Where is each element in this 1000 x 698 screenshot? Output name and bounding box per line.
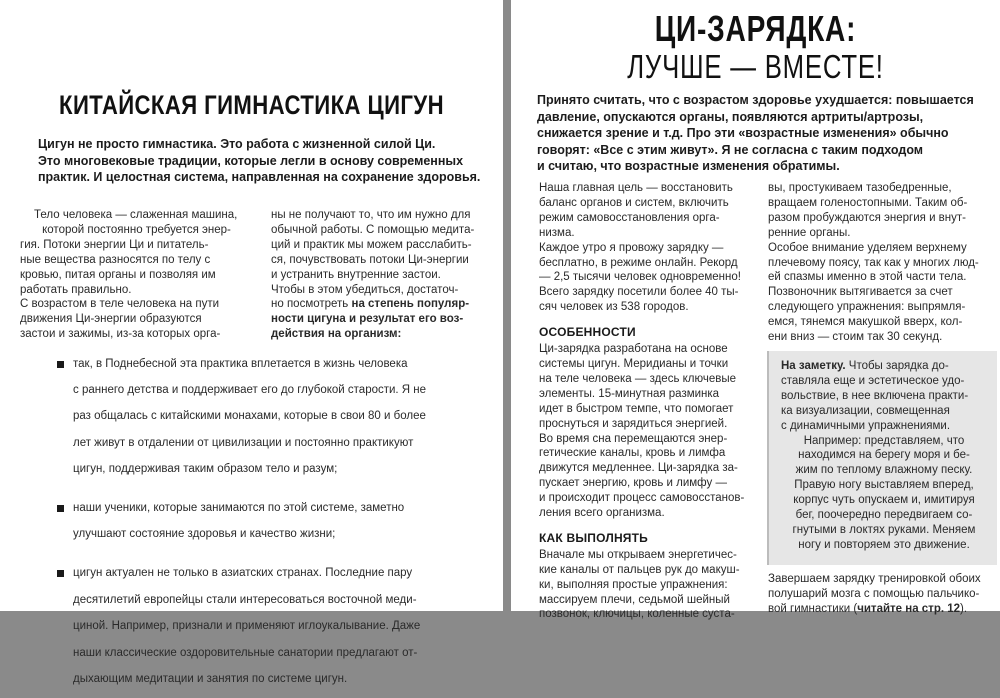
text-line: на теле человека — здесь ключевые — [539, 372, 737, 385]
note-box — [767, 351, 997, 565]
text-line: жим по теплому влажному песку. — [795, 464, 973, 477]
text-line: сяч человек из 538 городов. — [539, 301, 689, 314]
text-line: дыхающим медитации и занятия по системе цигун. — [73, 672, 348, 685]
text-line: ления всего организма. — [539, 507, 665, 520]
text-line: цигун актуален не только в азиатских странах. Последние пару — [73, 567, 413, 580]
text-line: Например: представляем, что — [803, 434, 965, 447]
text-bold: ности цигуна и результат его воз- — [271, 313, 464, 326]
text-line: полушарий мозга с помощью пальчико- — [768, 587, 980, 600]
text-line: плечевому поясу, так как у многих люд- — [768, 256, 979, 269]
text-line: массируем плечи, седьмой шейный — [539, 593, 730, 606]
text-line: которой постоянно требуется энер- — [42, 223, 231, 236]
text-line: Чтобы в этом убедиться, достаточ- — [271, 283, 459, 296]
text-line: Ци-зарядка разработана на основе — [539, 343, 728, 356]
subheading-features: ОСОБЕННОСТИ — [539, 325, 636, 340]
text-line: режим самовосстановления орга- — [539, 211, 720, 224]
text-line: гетические каналы, кровь и лимфа — [539, 447, 726, 460]
text-line: ени вниз — стоим так 30 секунд. — [768, 331, 943, 344]
text-line: Наша главная цель — восстановить — [539, 182, 733, 194]
text-line: баланс органов и систем, включить — [539, 196, 729, 209]
text-line: работать правильно. — [20, 283, 132, 296]
text-line: движения Ци-энергии образуются — [20, 313, 202, 326]
text-line: ренние органы. — [768, 226, 851, 239]
lead-line: Это многовековые традиции, которые легли в основу современных — [38, 153, 464, 168]
text-line: вольствие, в нее включена практи- — [781, 389, 969, 402]
text-line: идет в быстром темпе, что помогает — [539, 402, 734, 415]
text-line: системы цигун. Меридианы и точки — [539, 357, 729, 370]
text-line: разом пробуждаются энергия и внут- — [768, 211, 966, 224]
text-line: находимся на берегу моря и бе- — [798, 449, 970, 462]
text-line: и происходит процесс самовосстанов- — [539, 492, 745, 505]
text-line: Во время сна перемещаются энер- — [539, 432, 728, 445]
text-line: раз общалась с китайскими монахами, которые в свои 80 и более — [73, 410, 426, 423]
text-line: с динамичными упражнениями. — [781, 419, 951, 432]
square-bullet-icon — [57, 570, 64, 577]
lead-line: Цигун не просто гимнастика. Это работа с жизненной силой Ци. — [38, 137, 436, 151]
text-line: ций и практик мы можем расслабить- — [271, 238, 472, 251]
text-line: ки, выполняя простые упражнения: — [539, 578, 728, 591]
text-line: емся, тянемся макушкой вверх, кол- — [768, 316, 963, 329]
text-line: цигун, поддерживая таким образом тело и разум; — [73, 463, 338, 476]
square-bullet-icon — [57, 505, 64, 512]
text-line: низма. — [539, 226, 575, 239]
bullet-list — [73, 345, 468, 698]
text-line: ные вещества разносятся по телу с — [20, 253, 211, 266]
text-line: с раннего детства и поддерживает его до глубокой старости. Я не — [73, 383, 427, 396]
note-label: На заметку. — [781, 360, 846, 372]
text-line: следующего упражнения: выпрямля- — [768, 301, 966, 314]
text-line: Правую ногу выставляем вперед, — [794, 479, 974, 492]
text-bold: действия на организм: — [271, 328, 402, 341]
right-column-1 — [539, 181, 757, 622]
text-line: ногу и повторяем это движение. — [798, 538, 970, 551]
text-line: застои и зажимы, из-за которых орга- — [20, 328, 221, 341]
note-first-line — [781, 359, 987, 374]
right-lead — [537, 92, 982, 175]
text-line: Вначале мы открываем энергетичес- — [539, 548, 737, 561]
left-column-2 — [271, 208, 486, 342]
lead-line: снижается зрение и т.д. Про эти «возрастные изменения» обычно — [537, 126, 949, 140]
text-line — [768, 602, 986, 617]
text-line: Каждое утро я провожу зарядку — — [539, 241, 724, 254]
text-line-bold — [271, 327, 486, 342]
text-line: ся, почувствовать потоки Ци-энергии — [271, 253, 469, 266]
text-line: кровью, питая органы и позволяя им — [20, 268, 216, 281]
text-plain: ). — [960, 602, 968, 615]
text-line: элементы. 15-минутная разминка — [539, 387, 720, 400]
bullet-item — [73, 566, 468, 687]
text-line: гнутыми в локтях руками. Меняем — [792, 523, 976, 536]
text-line-bold — [271, 312, 486, 327]
right-title-line-2: ЛУЧШЕ — ВМЕСТЕ! — [627, 48, 884, 85]
text-line: наши классические оздоровительные санатории предлагают от- — [73, 646, 418, 659]
text-line: гия. Потоки энергии Ци и питатель- — [20, 238, 209, 251]
text-line: С возрастом в теле человека на пути — [20, 298, 220, 311]
text-line: и устранить внутренние застои. — [271, 268, 441, 281]
lead-line: практик. И целостная система, направленная на сохранение здоровья. — [38, 170, 481, 184]
text-line: вращаем голеностопными. Таким об- — [768, 196, 968, 209]
text-line: Всего зарядку посетили более 40 ты- — [539, 286, 739, 299]
text-line: движутся медленнее. Ци-зарядка за- — [539, 462, 738, 475]
text-line: Тело человека — слаженная машина, — [34, 209, 238, 221]
text-line: — 2,5 тысячи человек одновременно! — [539, 271, 741, 284]
text-line: улучшают состояние здоровья и качество жизни; — [73, 528, 336, 541]
bullet-item — [73, 501, 468, 542]
right-title-line-1: ЦИ-ЗАРЯДКА: — [654, 8, 857, 49]
lead-line: и считаю, что возрастные изменения обратимы. — [537, 159, 840, 173]
text-bold: на степень популяр- — [351, 298, 470, 311]
text-line — [271, 297, 486, 312]
text-line: наши ученики, которые занимаются по этой системе, заметно — [73, 502, 405, 515]
text-line: ей спазмы именно в этой части тела. — [768, 271, 967, 284]
left-page — [0, 0, 503, 685]
text-line: вы, простукиваем тазобедренные, — [768, 182, 952, 194]
text-line: лет живут в отдалении от цивилизации и постоянно практикуют — [73, 436, 414, 449]
subheading-how-to: КАК ВЫПОЛНЯТЬ — [539, 530, 648, 545]
text-plain: вой гимнастики ( — [768, 602, 858, 615]
square-bullet-icon — [57, 361, 64, 368]
left-headline: КИТАЙСКАЯ ГИМНАСТИКА ЦИГУН — [59, 90, 444, 120]
text-line: бесплатно, в режиме онлайн. Рекорд — [539, 256, 738, 269]
text-plain: но посмотреть — [271, 298, 352, 311]
lead-line: давление, опускаются органы, появляются артриты/артрозы, — [537, 109, 924, 124]
text-line: так, в Поднебесной эта практика вплетается в жизнь человека — [73, 357, 408, 370]
text-line: ны не получают то, что им нужно для — [271, 209, 471, 221]
page-reference: читайте на стр. 12 — [857, 602, 961, 615]
text-line: ка визуализации, совмещенная — [781, 404, 950, 417]
right-column-2 — [768, 181, 983, 345]
text-line: десятилетий европейцы стали интересоваться восточной меди- — [73, 593, 417, 606]
text-line: ставляла еще и эстетическое удо- — [781, 374, 965, 387]
text-line: Позвоночник вытягивается за счет — [768, 286, 953, 299]
text-line: бег, поочередно передвигаем со- — [795, 509, 973, 522]
text-line: корпус чуть опускаем и, имитируя — [793, 494, 975, 507]
lead-line: говорят: «Все с этим живут». Я не согласна с таким подходом — [537, 142, 924, 157]
text-line: Завершаем зарядку тренировкой обоих — [768, 573, 981, 585]
text-plain: Чтобы зарядка до- — [845, 360, 949, 372]
lead-line: Принято считать, что с возрастом здоровье ухудшается: повышается — [537, 93, 974, 107]
text-line: циной. Например, признали и применяют иглоукалывание. Даже — [73, 620, 421, 633]
text-line: пускает энергию, кровь и лимфу — — [539, 477, 727, 490]
text-line: кие каналы от пальцев рук до макуш- — [539, 563, 740, 576]
right-page — [511, 0, 1000, 621]
text-line: проснуться и зарядиться энергией. — [539, 417, 728, 430]
left-column-1 — [20, 208, 253, 342]
left-lead — [38, 136, 483, 186]
right-column-2-closing — [768, 572, 986, 617]
bullet-item — [73, 357, 468, 478]
text-line: позвонок, ключицы, коленные суста- — [539, 608, 735, 621]
text-line: обычной работы. С помощью медита- — [271, 223, 475, 236]
text-line: Особое внимание уделяем верхнему — [768, 241, 967, 254]
